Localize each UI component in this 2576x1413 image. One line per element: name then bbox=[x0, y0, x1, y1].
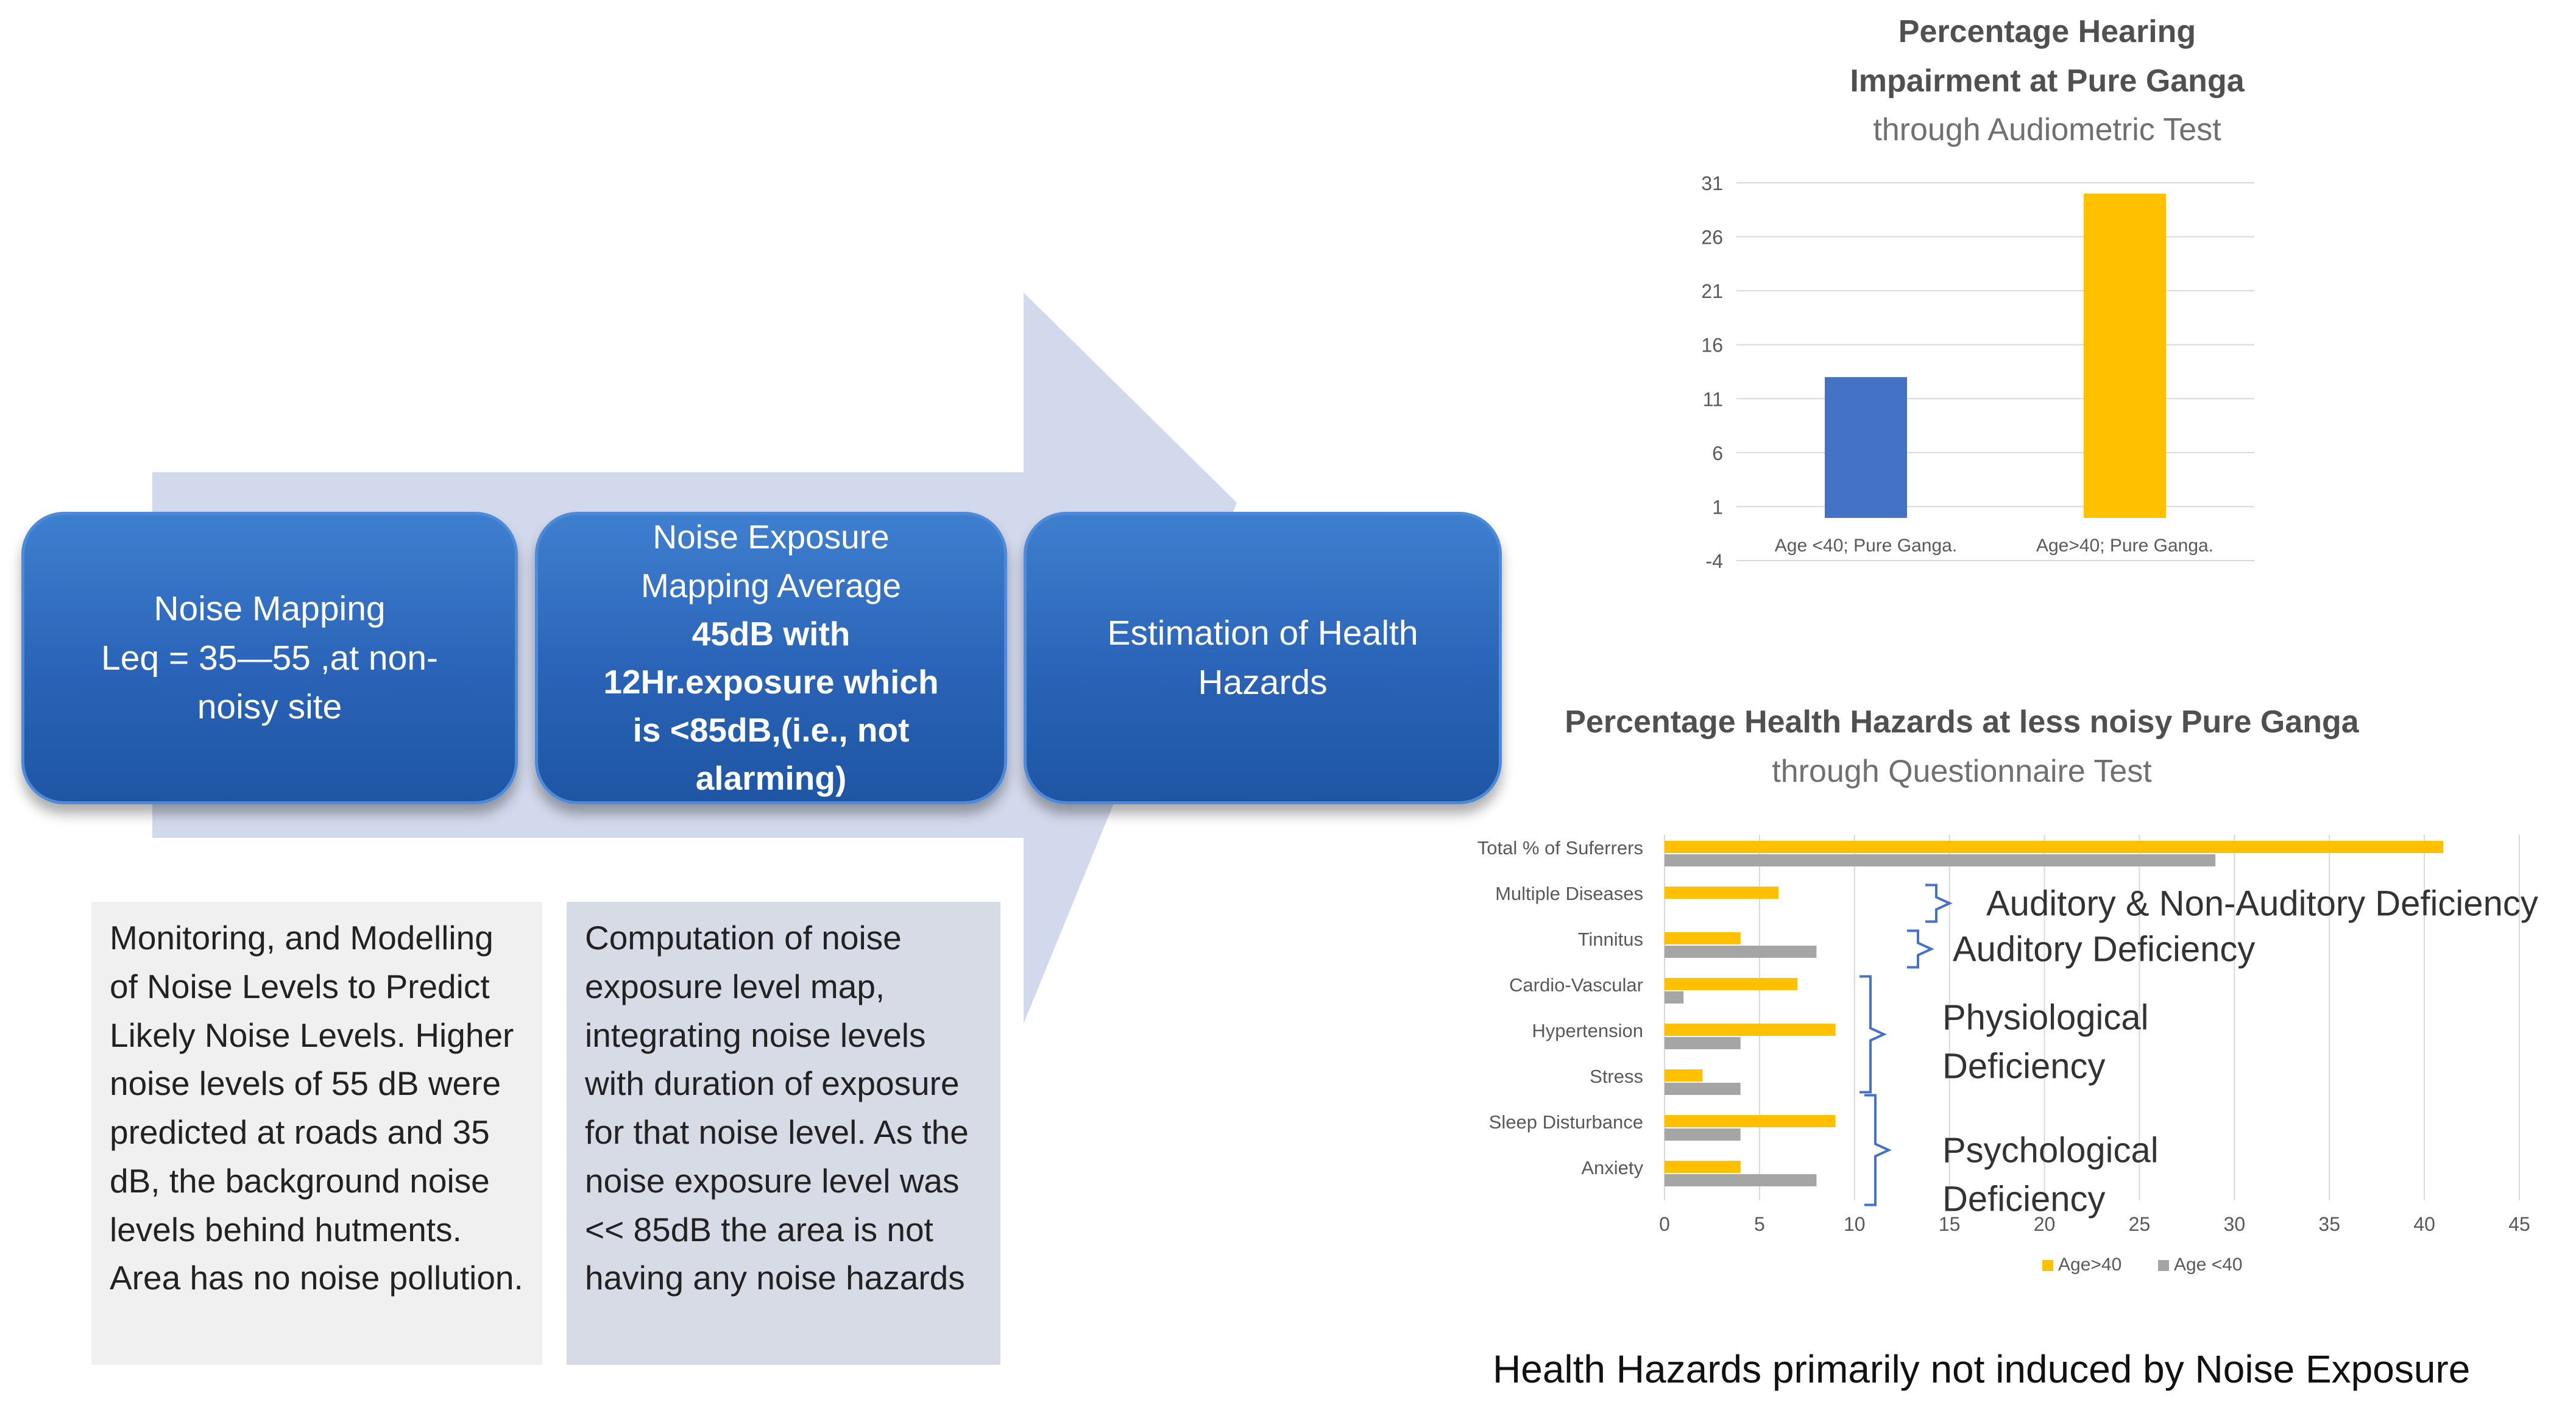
bar bbox=[1665, 887, 1778, 899]
category-label: Sleep Disturbance bbox=[1488, 1111, 1643, 1133]
x-tick-label: 15 bbox=[1938, 1213, 1961, 1235]
x-tick-label: 30 bbox=[2223, 1213, 2246, 1235]
x-tick-label: Age <40; Pure Ganga. bbox=[1774, 536, 1958, 556]
hearing-impairment-chart bbox=[1645, 0, 2449, 585]
x-tick-label: 0 bbox=[1659, 1213, 1670, 1235]
footer-conclusion: Health Hazards primarily not induced by Noise Exposure bbox=[1493, 1347, 2471, 1391]
step-noise-exposure-line6: alarming) bbox=[695, 759, 847, 798]
bar bbox=[1665, 1024, 1836, 1036]
category-label: Total % of Suferrers bbox=[1477, 837, 1643, 859]
step-noise-mapping-leq: Leq = 35—55 ,at non- bbox=[101, 638, 438, 678]
category-label: Hypertension bbox=[1532, 1020, 1643, 1041]
step-noise-mapping-title: Noise Mapping bbox=[154, 589, 386, 628]
y-tick-label: 31 bbox=[1701, 172, 1723, 194]
bar bbox=[1665, 1161, 1741, 1173]
bracket-psychological bbox=[1864, 1096, 1889, 1205]
hearing-chart-title-line1: Percentage Hearing bbox=[1898, 14, 2196, 49]
x-tick-label: 5 bbox=[1753, 1213, 1765, 1235]
bar bbox=[1665, 932, 1741, 944]
bar bbox=[1665, 991, 1683, 1004]
note-computation: Computation of noise exposure level map, integrating noise levels with duration of exposure for that noise level. As the noise exposure level was << 85dB the area is not having any noise hazards bbox=[567, 902, 1000, 1365]
bar bbox=[1665, 1115, 1836, 1127]
legend-swatch bbox=[2042, 1260, 2053, 1271]
bar bbox=[1665, 1128, 1741, 1141]
annotation-auditory-non-auditory: Auditory & Non-Auditory Deficiency bbox=[1986, 884, 2538, 924]
step-noise-exposure bbox=[535, 512, 1007, 804]
hearing-chart-subtitle: through Audiometric Test bbox=[1873, 112, 2221, 148]
y-tick-label: 1 bbox=[1712, 496, 1723, 519]
x-tick-label: 10 bbox=[1843, 1213, 1866, 1235]
step-health-hazards-line2: Hazards bbox=[1198, 663, 1328, 702]
bar bbox=[1665, 1083, 1741, 1095]
x-tick-label: 20 bbox=[2033, 1213, 2056, 1235]
bar bbox=[1825, 377, 1907, 518]
annotation-psychological-line2: Deficiency bbox=[1942, 1179, 2106, 1219]
y-tick-label: 26 bbox=[1701, 226, 1723, 249]
step-noise-mapping bbox=[21, 512, 518, 804]
annotation-auditory: Auditory Deficiency bbox=[1953, 929, 2256, 969]
step-noise-exposure-line4: 12Hr.exposure which bbox=[603, 663, 939, 701]
step-noise-exposure-line1: Noise Exposure bbox=[653, 518, 890, 556]
y-tick-label: -4 bbox=[1705, 550, 1723, 572]
y-tick-label: 11 bbox=[1702, 388, 1723, 411]
bar bbox=[1665, 1174, 1816, 1186]
category-label: Tinnitus bbox=[1577, 929, 1643, 950]
x-tick-label: 45 bbox=[2508, 1213, 2530, 1235]
bracket-auditory bbox=[1907, 931, 1931, 968]
health-hazards-chart bbox=[1401, 689, 2576, 1316]
hearing-chart-title-line2: Impairment at Pure Ganga bbox=[1850, 63, 2245, 99]
y-tick-label: 21 bbox=[1701, 280, 1723, 303]
hearing-chart-plot bbox=[1645, 0, 2449, 585]
category-label: Cardio-Vascular bbox=[1509, 974, 1643, 996]
bar bbox=[1665, 841, 2443, 853]
bracket-auditory-non-auditory bbox=[1925, 885, 1950, 922]
bar bbox=[1665, 1037, 1741, 1049]
bracket-physiological bbox=[1859, 977, 1884, 1093]
annotation-psychological-line1: Psychological bbox=[1942, 1130, 2159, 1170]
bar bbox=[1665, 978, 1797, 990]
category-label: Anxiety bbox=[1581, 1157, 1643, 1178]
annotation-physiological-line2: Deficiency bbox=[1942, 1046, 2106, 1086]
x-tick-label: 40 bbox=[2413, 1213, 2435, 1235]
x-tick-label: 25 bbox=[2128, 1213, 2151, 1235]
bar bbox=[1665, 854, 2215, 866]
x-tick-label: Age>40; Pure Ganga. bbox=[2036, 536, 2214, 556]
y-tick-label: 6 bbox=[1712, 442, 1723, 464]
step-noise-exposure-line5: is <85dB,(i.e., not bbox=[632, 711, 910, 749]
step-noise-exposure-line3: 45dB with bbox=[692, 614, 851, 653]
step-noise-exposure-line2: Mapping Average bbox=[640, 566, 902, 604]
category-label: Stress bbox=[1590, 1066, 1643, 1087]
legend-swatch bbox=[2158, 1260, 2169, 1271]
legend-label: Age <40 bbox=[2174, 1255, 2243, 1275]
step-noise-mapping-site: noisy site bbox=[197, 687, 342, 727]
step-health-hazards-line1: Estimation of Health bbox=[1107, 614, 1418, 653]
annotation-physiological-line1: Physiological bbox=[1942, 997, 2149, 1038]
hazards-chart-subtitle: through Questionnaire Test bbox=[1772, 753, 2152, 789]
category-label: Multiple Diseases bbox=[1495, 883, 1643, 904]
legend-label: Age>40 bbox=[2058, 1255, 2122, 1275]
bar bbox=[1665, 1069, 1702, 1082]
note-monitoring: Monitoring, and Modelling of Noise Levels to Predict Likely Noise Levels. Higher noise levels of 55 dB were predicted at roads and 35 dB, the background noise levels behind hutments. Area has no noise pollution. bbox=[91, 902, 542, 1365]
y-tick-label: 16 bbox=[1701, 334, 1723, 356]
hazards-chart-title-line1: Percentage Health Hazards at less noisy Pure Ganga bbox=[1565, 704, 2359, 740]
hazards-chart-plot bbox=[1401, 689, 2576, 1316]
bar bbox=[1665, 946, 1816, 958]
x-tick-label: 35 bbox=[2318, 1213, 2341, 1235]
bar bbox=[2084, 194, 2166, 518]
